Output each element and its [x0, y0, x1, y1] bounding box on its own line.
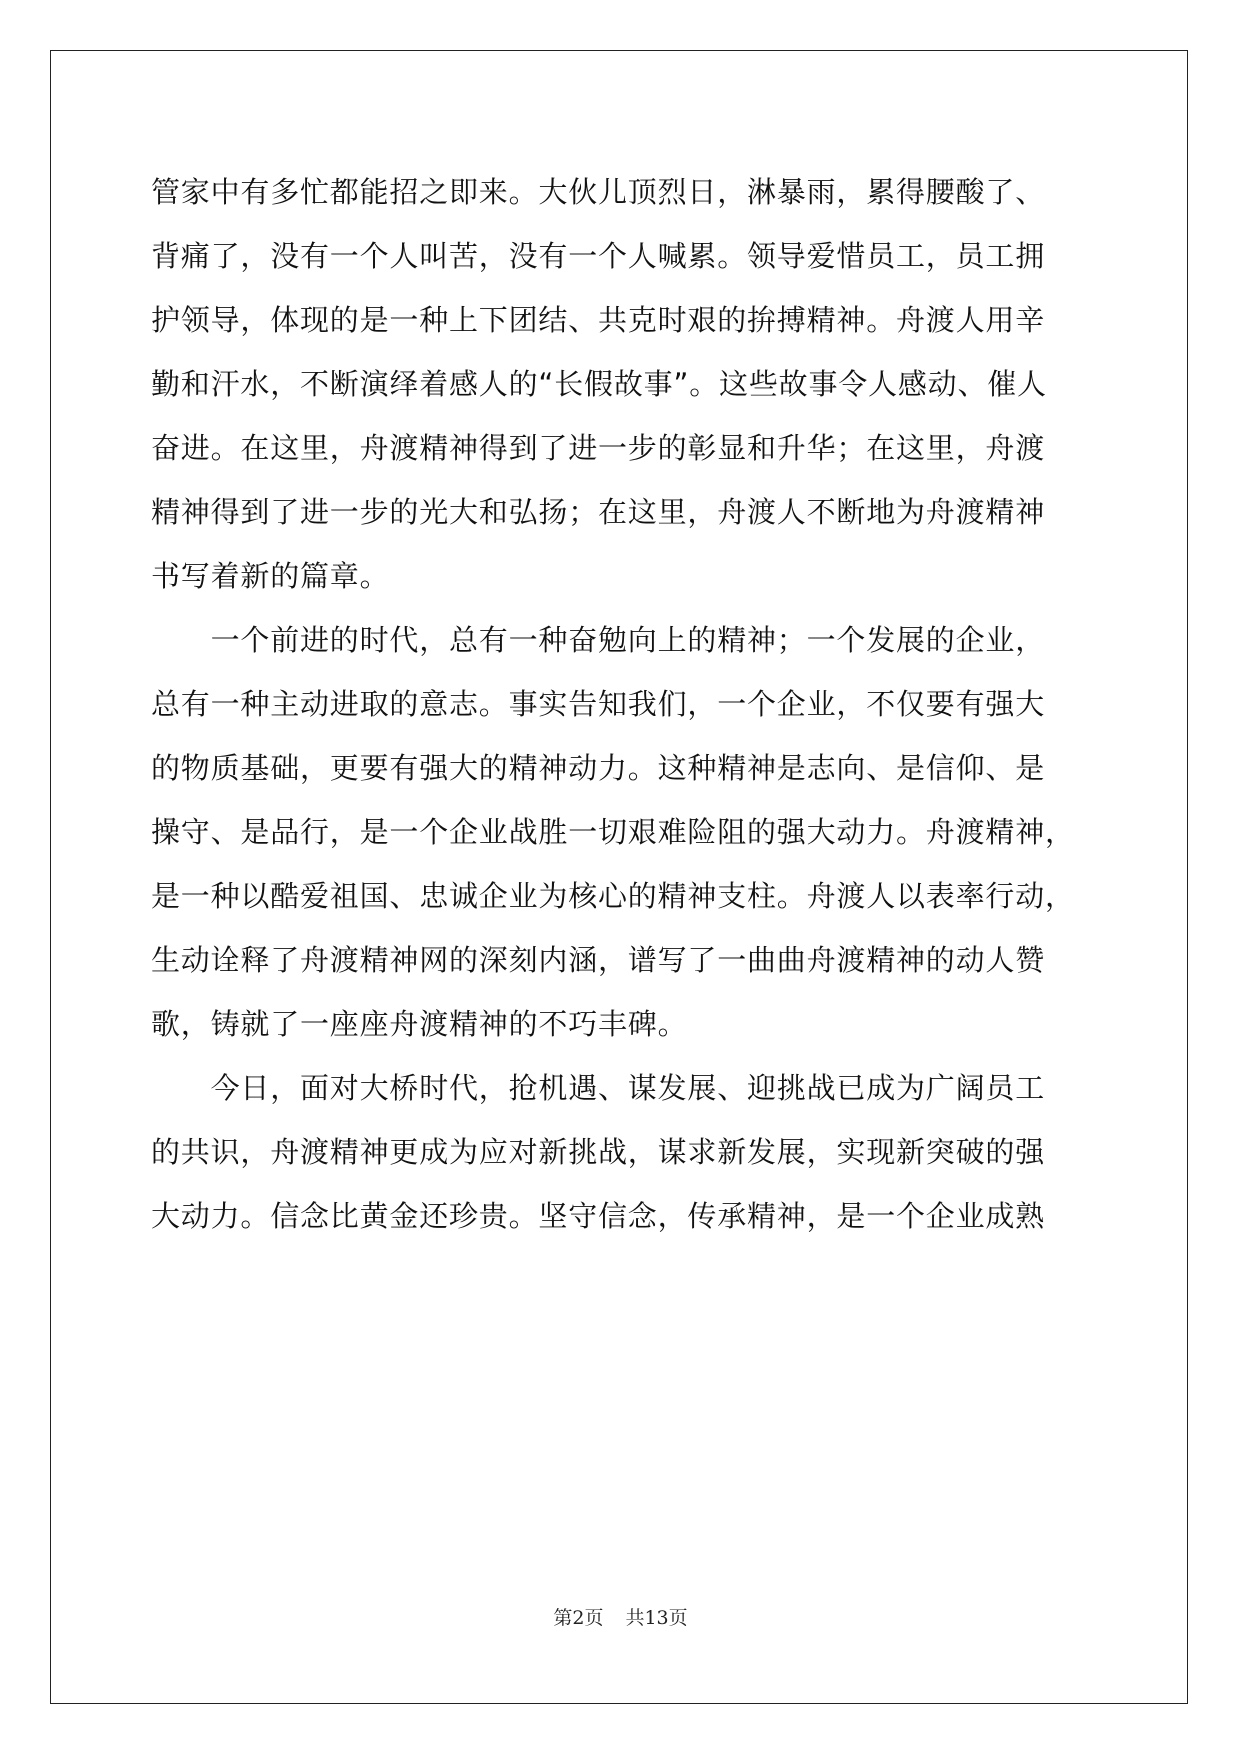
text-line: 书写着新的篇章。: [151, 559, 390, 593]
text-line: 的共识，舟渡精神更成为应对新挑战，谋求新发展，实现新突破的强: [151, 1135, 1046, 1169]
page-number: 第2页: [553, 1607, 604, 1629]
text-line: 一个前进的时代，总有一种奋勉向上的精神；一个发展的企业，: [151, 623, 1046, 657]
text-line: 奋进。在这里，舟渡精神得到了进一步的彰显和升华；在这里，舟渡: [151, 431, 1046, 465]
text-line: 总有一种主动进取的意志。事实告知我们，一个企业，不仅要有强大: [151, 687, 1046, 721]
text-line: 操守、是品行，是一个企业战胜一切艰难险阻的强大动力。舟渡精神，: [151, 815, 1075, 849]
text-line: 的物质基础，更要有强大的精神动力。这种精神是志向、是信仰、是: [151, 751, 1046, 785]
text-line: 背痛了，没有一个人叫苦，没有一个人喊累。领导爱惜员工，员工拥: [151, 239, 1046, 273]
text-line: 护领导，体现的是一种上下团结、共克时艰的拚搏精神。舟渡人用辛: [151, 303, 1046, 337]
page-footer: [0, 1603, 1241, 1630]
text-line: 生动诠释了舟渡精神网的深刻内涵，谱写了一曲曲舟渡精神的动人赞: [151, 943, 1046, 977]
text-line: 精神得到了进一步的光大和弘扬；在这里，舟渡人不断地为舟渡精神: [151, 495, 1046, 529]
text-line: 管家中有多忙都能招之即来。大伙儿顶烈日，淋暴雨，累得腰酸了、: [151, 175, 1046, 209]
document-body: [151, 160, 1096, 1248]
page-total: 共13页: [625, 1607, 688, 1629]
text-line: 是一种以酷爱祖国、忠诚企业为核心的精神支柱。舟渡人以表率行动，: [151, 879, 1075, 913]
text-line: 勤和汗水，不断演绎着感人的“长假故事”。这些故事令人感动、催人: [151, 367, 1047, 401]
text-line: 歌，铸就了一座座舟渡精神的不巧丰碑。: [151, 1007, 688, 1041]
text-line: 今日，面对大桥时代，抢机遇、谋发展、迎挑战已成为广阔员工: [151, 1071, 1046, 1105]
text-line: 大动力。信念比黄金还珍贵。坚守信念，传承精神，是一个企业成熟: [151, 1199, 1046, 1233]
